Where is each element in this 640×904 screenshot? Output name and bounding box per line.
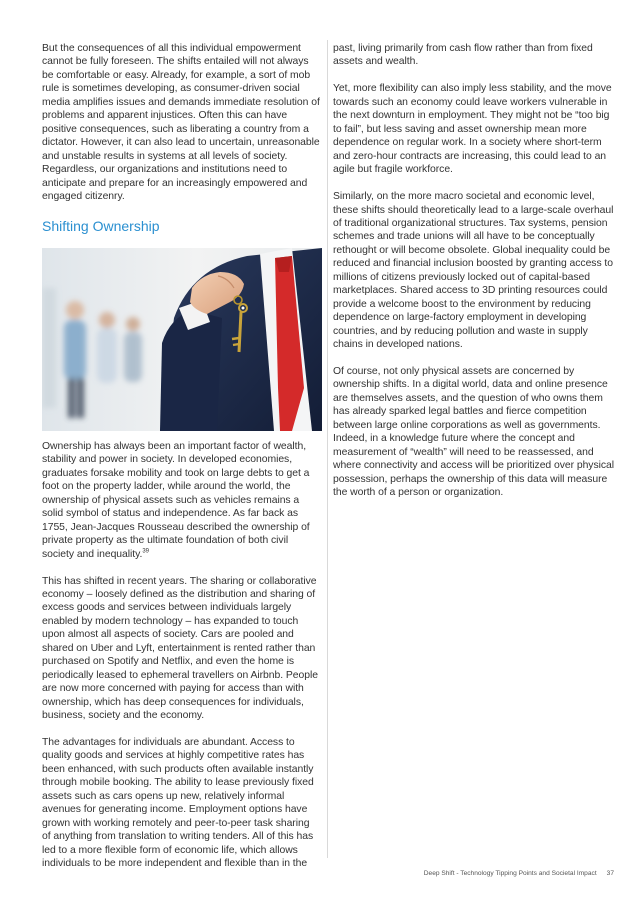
- page-number: 37: [606, 870, 614, 877]
- footer-title: Deep Shift - Technology Tipping Points and Societal Impact: [423, 870, 597, 877]
- section-heading: Shifting Ownership: [42, 217, 160, 234]
- paragraph-text: Ownership has always been an important factor of wealth, stability and power in society. In developed economies, graduates forsake mobility and took on large debts to get a foot on the property ladder, while around the world, the ownership of physical assets such as vehicles remains a solid symbol of status and independence. As far back as 1755, Jean-Jacques Rousseau described the ownership of private property as the ultimate foundation of both civil society and inequality.: [42, 440, 310, 560]
- paragraph: This has shifted in recent years. The sharing or collaborative economy – loosely defined as the distribution and sharing of excess goods and services between individuals largely enabled by modern technology – has expanded to touch upon almost all aspects of society. Cars are pooled and shared on Uber and Lyft, entertainment is rented rather than purchased on Spotify and Netflix, and even the home is periodically leased to ephemeral travellers on Airbnb. People are now more concerned with paying for access than with ownership, which has deep consequences for individuals, business, society and the economy.: [42, 575, 318, 722]
- page-footer: [330, 870, 614, 877]
- paragraph: Of course, not only physical assets are concerned by ownership shifts. In a digital world, data and online presence are themselves assets, and the question of who owns them has already sparked legal battles and fierce competition between large online corporations as well as governments. Indeed, in a knowledge future where the concept and measurement of “wealth” will need to be reassessed, and where connectivity and access will be prioritized over physical possession, perhaps the ownership of this data will measure the worth of a person or organization.: [333, 366, 614, 499]
- column-divider: [327, 40, 328, 858]
- footnote-marker: 39: [142, 548, 149, 555]
- paragraph: Similarly, on the more macro societal and economic level, these shifts should theoretically lead to a large-scale overhaul of traditional organizational structures. Tax systems, pension schemes and trade unions will all have to be conceptually rethought or will become obsolete. Global inequality could be reduced and financial inclusion boosted by granting access to millions of citizens previously locked out of capital-based marketplaces. Shared access to 3D printing resources could provide a welcome boost to the environment by reducing dependence on large-factory employment in developing countries, and by reducing pollution and waste in supply chains in developed nations.: [333, 191, 614, 351]
- paragraph: But the consequences of all this individual empowerment cannot be fully foreseen. The shifts entailed will not always be comfortable or easy. Already, for example, a sort of mob rule is sometimes developing, as consumer-driven social media amplifies issues and demands immediate resolution of problems and apparent injustices. Often this can have positive consequences, such as liberating a country from a dictator. However, it can also lead to uncertain, unreasonable and unstable results in systems at all levels of society. Regardless, our organizations and institutions need to anticipate and prepare for an increasingly empowered and engaged citizenry.: [42, 43, 320, 202]
- paragraph: [42, 440, 320, 561]
- paragraph: The advantages for individuals are abundant. Access to quality goods and services at highly competitive rates has been enhanced, with such products often available instantly through mobile booking. The ability to lease previously fixed assets such as cars opens up new, relatively informal avenues for generating income. Employment options have grown with working remotely and peer-to-peer task sharing of anything from translation to writing tenders. All of this has led to a more flexible form of economic life, which allows individuals to be more independent and flexible than in the: [42, 737, 314, 870]
- left-column: [42, 42, 320, 884]
- businessman-handing-key-photo: [42, 248, 322, 431]
- paragraph: Yet, more flexibility can also imply less stability, and the move towards such an economy could leave workers vulnerable in the next downturn in employment. They might not be “too big to fail”, but less saving and asset ownership mean more dependence on regular work. In a society where short-term and zero-hour contracts are increasing, this could lead to an agile but fragile workforce.: [333, 83, 612, 176]
- right-column: [333, 42, 614, 513]
- paragraph: past, living primarily from cash flow rather than from fixed assets and wealth.: [333, 43, 593, 68]
